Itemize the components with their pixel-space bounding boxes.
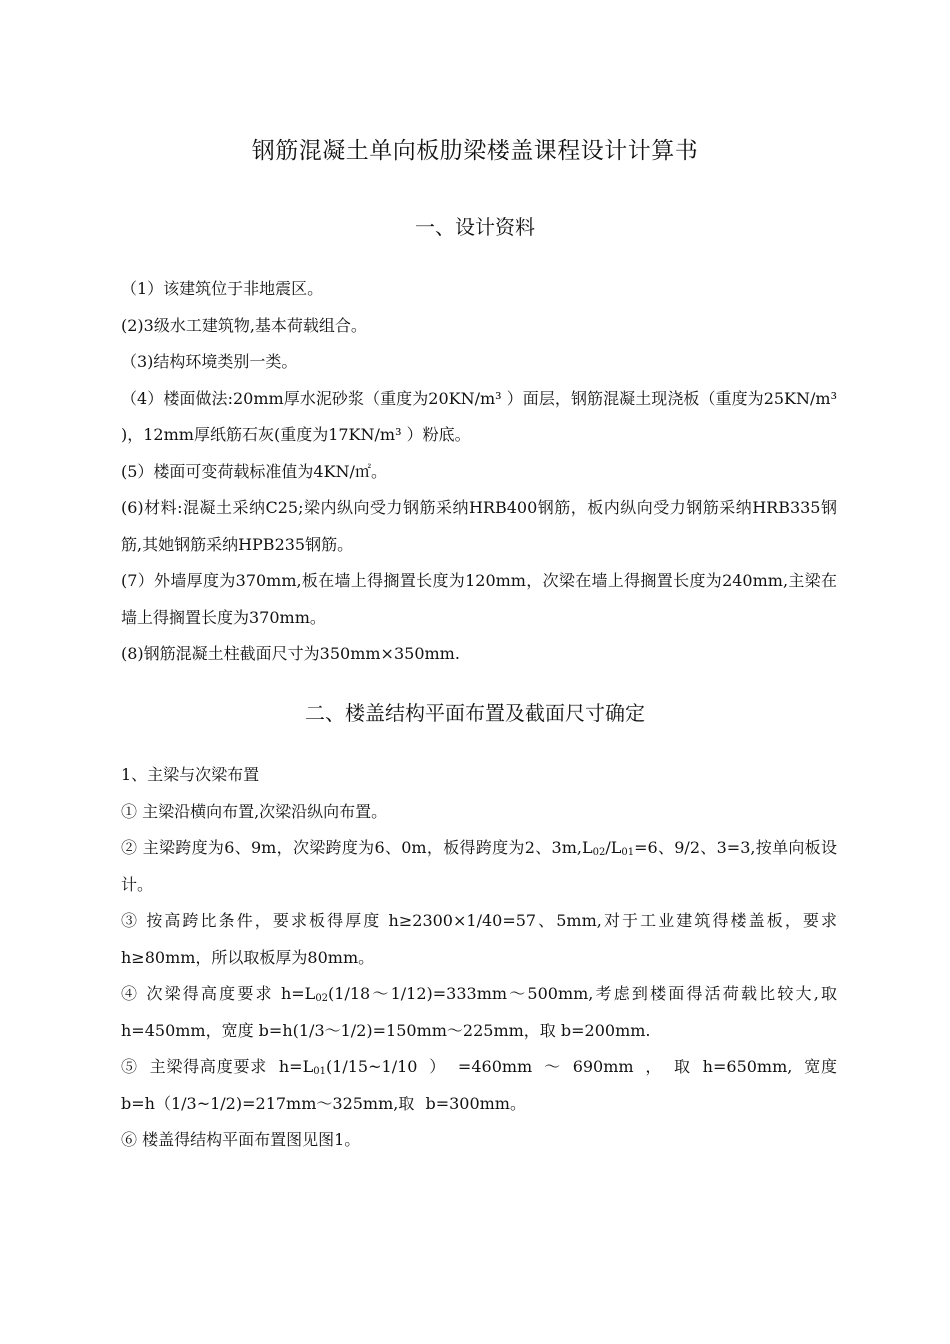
design-item-3: （3)结构环境类别一类。: [121, 352, 298, 371]
layout-item-1: ① 主梁沿横向布置,次梁沿纵向布置。: [121, 801, 388, 821]
layout-item-5-text-b: (1/15~1/10 ） =460mm ～ 690mm ， 取 h=650mm, 宽度 b=h（1/3~1/2)=217mm～325mm,取 b=300mm。: [121, 1057, 837, 1113]
layout-item-5-text-a: ⑤ 主梁得高度要求 h=L: [121, 1057, 314, 1076]
design-item-2: (2)3级水工建筑物,基本荷载组合。: [121, 315, 367, 335]
design-item-8: (8)钢筋混凝土柱截面尺寸为350mm×350mm.: [121, 644, 460, 663]
layout-item-2-text-a: ② 主梁跨度为6、9m，次梁跨度为6、0m，板得跨度为2、3m,L: [121, 838, 593, 857]
layout-item-4-text-b: (1/18～1/12)=333mm～500mm,考虑到楼面得活荷载比较大,取h=450mm，宽度 b=h(1/3～1/2)=150mm～225mm，取 b=200mm.: [121, 984, 837, 1040]
design-item-5: (5）楼面可变荷载标准值为4KN/㎡。: [121, 461, 387, 481]
section-2-heading: 二、楼盖结构平面布置及截面尺寸确定: [305, 701, 645, 725]
layout-item-5-sub: 01: [313, 1066, 326, 1077]
section-2-body: [121, 757, 837, 1159]
design-item-6: (6)材料:混凝土采纳C25;梁内纵向受力钢筋采纳HRB400钢筋，板内纵向受力钢筋采纳HRB335钢筋,其她钢筋采纳HPB235钢筋。: [121, 498, 837, 554]
layout-item-2-sub-b: 01: [621, 847, 635, 858]
layout-item-4-text-a: ④ 次梁得高度要求 h=L: [121, 984, 316, 1003]
layout-item-3: ③ 按高跨比条件，要求板得厚度 h≥2300×1/40=57、5mm,对于工业建筑得楼盖板，要求 h≥80mm，所以取板厚为80mm。: [121, 911, 837, 967]
layout-item-6: ⑥ 楼盖得结构平面布置图见图1。: [121, 1130, 361, 1149]
design-item-7: (7）外墙厚度为370mm,板在墙上得搁置长度为120mm，次梁在墙上得搁置长度为240mm,主梁在墙上得搁置长度为370mm。: [121, 571, 837, 627]
layout-item-2-text-b: /L: [605, 838, 622, 857]
layout-subheading: 1、主梁与次梁布置: [121, 765, 260, 784]
layout-item-2: [121, 830, 837, 903]
layout-item-2-sub-a: 02: [592, 847, 606, 858]
section-1-heading: 一、设计资料: [415, 215, 535, 239]
design-item-4: （4）楼面做法:20mm厚水泥砂浆（重度为20KN/m³ ）面层，钢筋混凝土现浇板（重度为25KN/m³ )，12mm厚纸筋石灰(重度为17KN/m³ ）粉底。: [121, 388, 837, 444]
layout-item-2-text-c: =6、9/2、3=3,按单向板设计。: [121, 838, 837, 894]
section-1-body: [121, 271, 837, 673]
document-title: 钢筋混凝土单向板肋梁楼盖课程设计计算书: [251, 138, 699, 164]
design-item-1: （1）该建筑位于非地震区。: [121, 279, 324, 298]
layout-item-5: [121, 1049, 837, 1122]
layout-item-4-sub: 02: [315, 993, 329, 1004]
layout-item-4: [121, 976, 837, 1049]
